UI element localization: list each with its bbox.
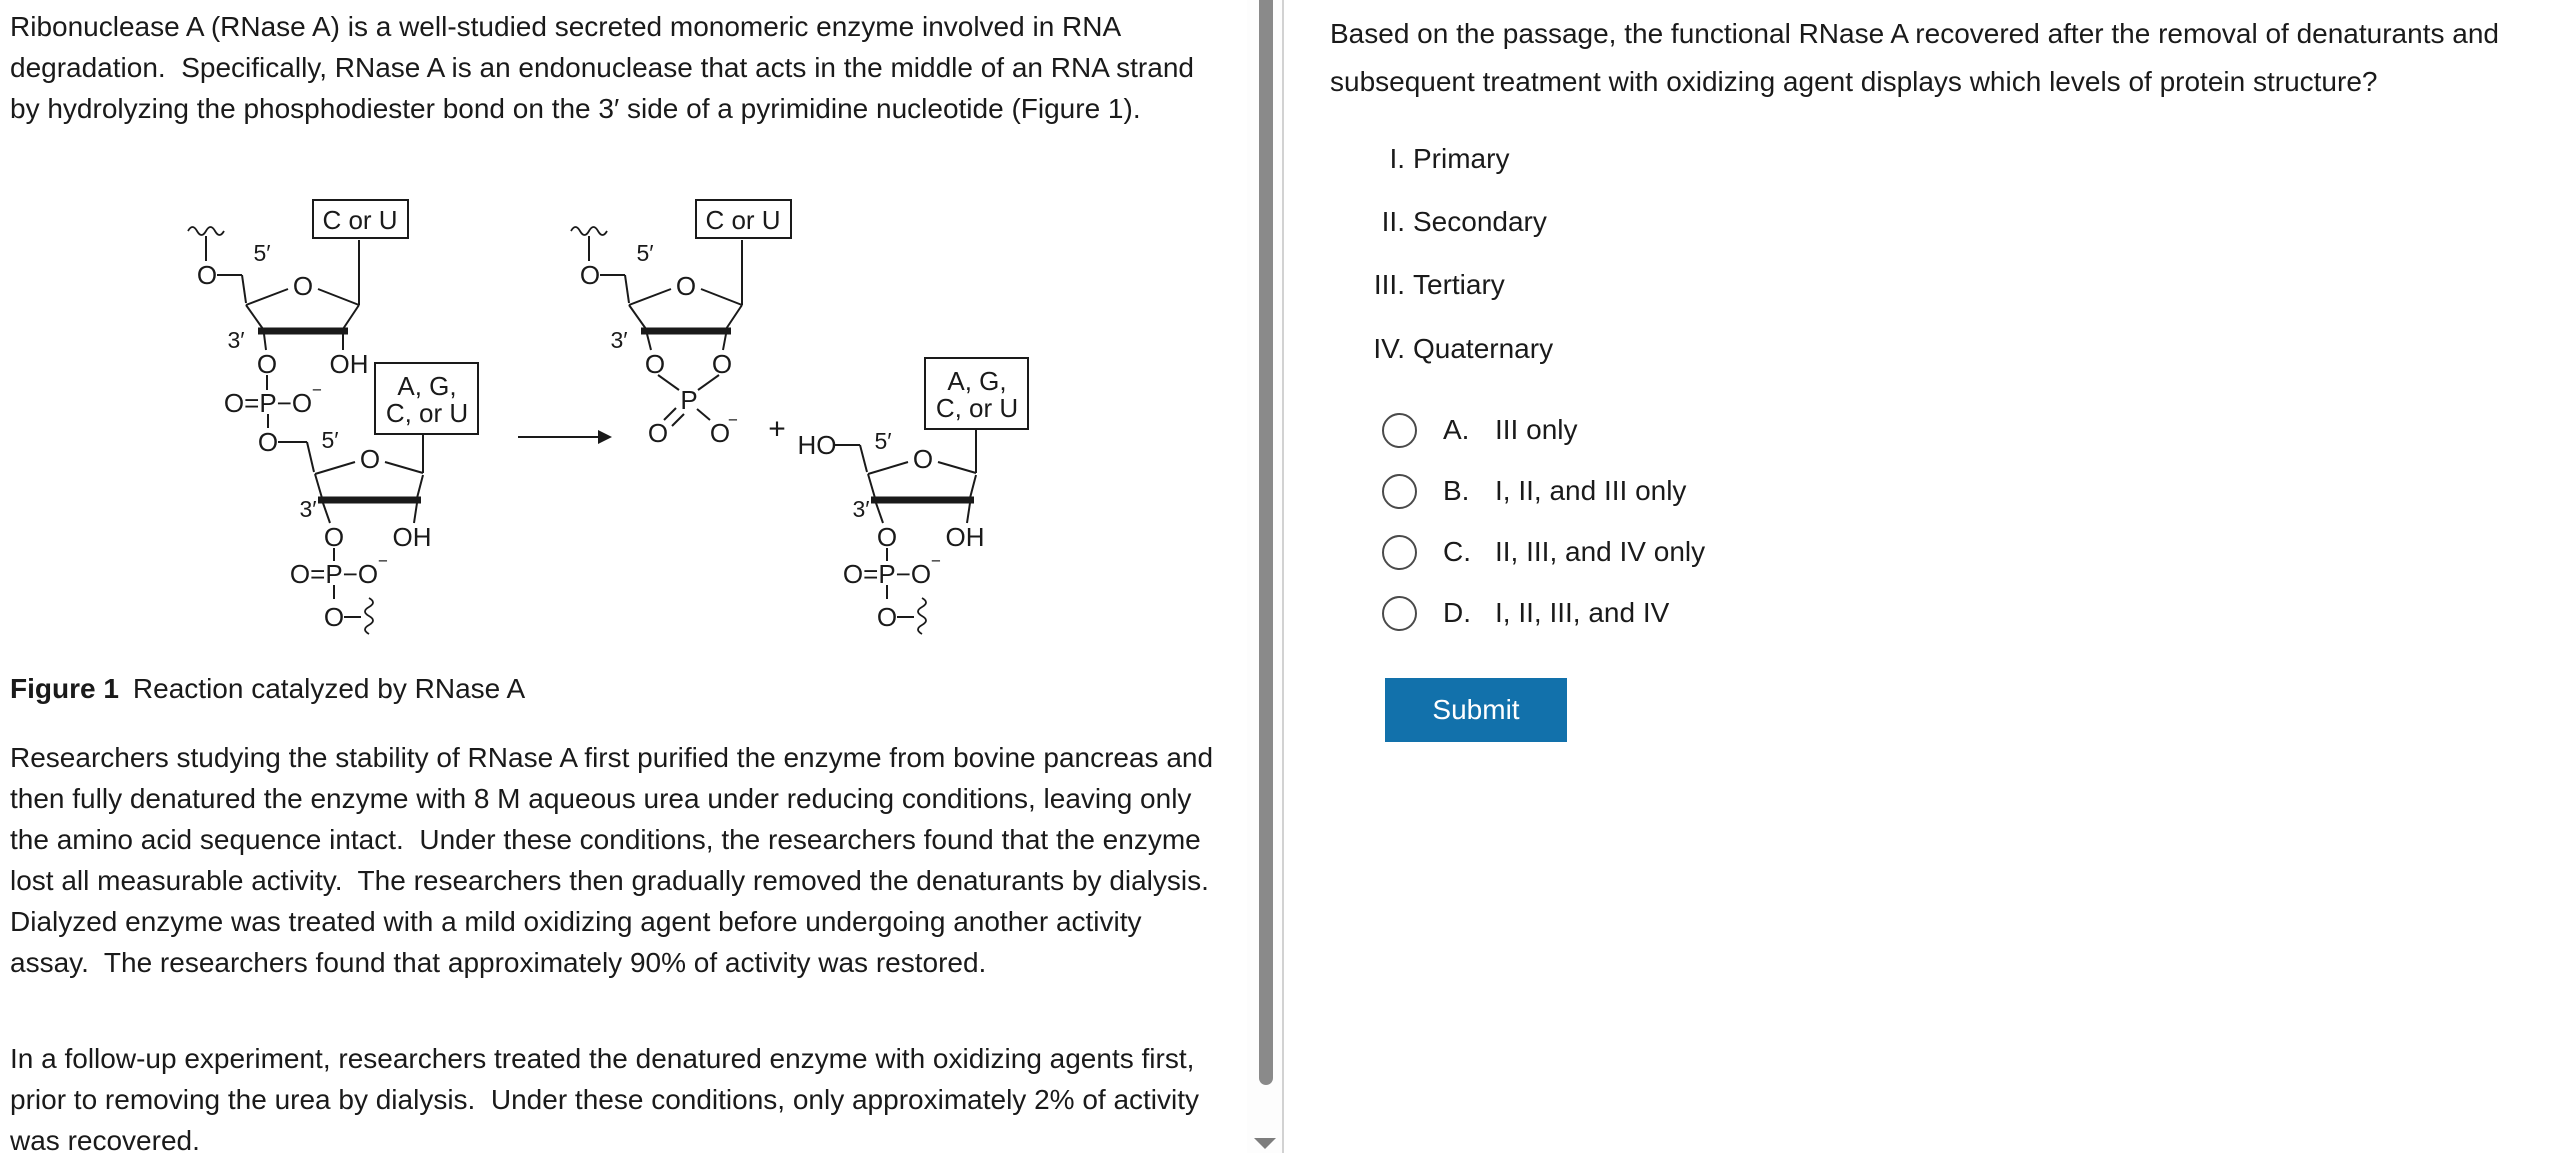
- atom-label-o: O: [644, 349, 666, 379]
- atom-label-ho: HO: [797, 430, 837, 460]
- atom-label-o: O: [709, 418, 731, 448]
- base-box-label: A, G,: [947, 366, 1007, 396]
- atom-label-o: O: [876, 522, 898, 552]
- statement-quaternary: [1340, 332, 1553, 365]
- statement-tertiary: [1340, 268, 1505, 301]
- ring-oxygen-label: O: [292, 271, 314, 301]
- three-prime-label: 3′: [299, 496, 317, 522]
- five-prime-label: 5′: [636, 240, 654, 266]
- atom-label-o: O: [196, 260, 218, 290]
- figure-caption-text: Reaction catalyzed by RNase A: [132, 673, 526, 704]
- answer-option-d[interactable]: [1382, 595, 1669, 631]
- minus-charge-label: −: [312, 380, 322, 400]
- atom-label-o: O: [711, 349, 733, 379]
- passage-scrollbar-thumb[interactable]: [1259, 0, 1273, 1085]
- five-prime-label: 5′: [253, 240, 271, 266]
- atom-label-oh: OH: [392, 522, 432, 552]
- passage-scrollbar-track[interactable]: [1247, 0, 1282, 1153]
- atom-label-o: O: [647, 418, 669, 448]
- statement-numeral: IV.: [1373, 333, 1405, 364]
- base-box-label: C or U: [705, 205, 781, 235]
- statement-label: Primary: [1413, 143, 1510, 174]
- option-label: III only: [1495, 414, 1578, 445]
- answer-option-c[interactable]: [1382, 534, 1705, 570]
- atom-label-o: O: [323, 602, 345, 632]
- five-prime-label: 5′: [874, 428, 892, 454]
- statement-numeral: I.: [1389, 143, 1405, 174]
- panel-divider: [1282, 0, 1284, 1153]
- atom-label-oh: OH: [329, 349, 369, 379]
- rna-chain-squiggle: [188, 227, 224, 235]
- atom-label-p: P: [680, 385, 698, 415]
- ring-oxygen-label: O: [675, 271, 697, 301]
- ring-oxygen-label: O: [359, 444, 381, 474]
- passage-paragraph-1: Ribonuclease A (RNase A) is a well-studied secreted monomeric enzyme involved in RNA degradation. Specifically, RNase A is an endonuclease that acts in the middle of an RNA strand by hydrolyzing the phosphodiester bond on the 3′ side of a pyrimidine nucleotide (Figure 1).: [10, 11, 1202, 124]
- option-label: I, II, and III only: [1495, 475, 1687, 506]
- rna-chain-squiggle: [918, 598, 926, 634]
- atom-label-o: O: [323, 522, 345, 552]
- scroll-down-arrow-icon[interactable]: [1254, 1138, 1276, 1149]
- base-box-label: A, G,: [397, 371, 457, 401]
- figure-1-reaction-diagram: [180, 196, 1044, 660]
- submit-button[interactable]: Submit: [1385, 678, 1567, 742]
- option-label: I, II, III, and IV: [1495, 597, 1670, 628]
- statement-primary: [1340, 142, 1509, 175]
- option-letter: A.: [1443, 414, 1470, 445]
- ring-oxygen-label: O: [912, 444, 934, 474]
- minus-charge-label: −: [728, 410, 738, 430]
- statement-secondary: [1340, 205, 1547, 238]
- base-box-label: C or U: [322, 205, 398, 235]
- question-text: Based on the passage, the functional RNase A recovered after the removal of denaturants and subsequent treatment with oxidizing agent displays which levels of protein structure?: [1330, 18, 2499, 97]
- reaction-arrowhead: [598, 430, 612, 444]
- answer-option-b[interactable]: [1382, 473, 1686, 509]
- base-box-label: C, or U: [935, 393, 1019, 423]
- rna-chain-squiggle: [365, 598, 373, 634]
- radio-button-a[interactable]: [1382, 413, 1417, 448]
- phosphate-group-label: O=P−O: [223, 388, 313, 418]
- radio-button-b[interactable]: [1382, 474, 1417, 509]
- figure-caption: [10, 672, 525, 706]
- answer-option-a[interactable]: [1382, 412, 1577, 448]
- base-box-label: C, or U: [385, 398, 469, 428]
- minus-charge-label: −: [378, 551, 388, 571]
- option-letter: B.: [1443, 475, 1470, 506]
- plus-sign: +: [768, 412, 786, 446]
- three-prime-label: 3′: [852, 496, 870, 522]
- option-label: II, III, and IV only: [1495, 536, 1706, 567]
- statement-label: Quaternary: [1413, 333, 1554, 364]
- passage-panel: [0, 0, 1248, 1156]
- atom-label-o: O: [256, 349, 278, 379]
- question-panel: [1330, 0, 2540, 1153]
- statement-label: Tertiary: [1413, 269, 1505, 300]
- phosphate-group-label: O=P−O: [842, 559, 932, 589]
- passage-paragraph-3: In a follow-up experiment, researchers treated the denatured enzyme with oxidizing agents first, prior to removing the urea by dialysis. Under these conditions, only approximately 2% of activity was recovered.: [10, 1043, 1207, 1156]
- atom-label-o: O: [257, 427, 279, 457]
- minus-charge-label: −: [931, 551, 941, 571]
- five-prime-label: 5′: [321, 427, 339, 453]
- phosphate-group-label: O=P−O: [289, 559, 379, 589]
- atom-label-o: O: [876, 602, 898, 632]
- radio-button-d[interactable]: [1382, 596, 1417, 631]
- statement-numeral: II.: [1381, 206, 1405, 237]
- statement-label: Secondary: [1413, 206, 1547, 237]
- rna-chain-squiggle: [571, 227, 607, 235]
- statement-numeral: III.: [1373, 269, 1405, 300]
- three-prime-label: 3′: [610, 327, 628, 353]
- atom-label-oh: OH: [945, 522, 985, 552]
- atom-label-o: O: [579, 260, 601, 290]
- option-letter: C.: [1443, 536, 1471, 567]
- passage-paragraph-2: Researchers studying the stability of RNase A first purified the enzyme from bovine pancreas and then fully denatured the enzyme with 8 M aqueous urea under reducing conditions, leaving only the amino acid sequence intact. Under these conditions, the researchers found that the enzyme lost all measurable activity. The researchers then gradually removed the denaturants by dialysis. Dialyzed enzyme was treated with a mild oxidizing agent before undergoing another activity assay. The researchers found that approximately 90% of activity was restored.: [10, 742, 1225, 978]
- option-letter: D.: [1443, 597, 1471, 628]
- three-prime-label: 3′: [227, 327, 245, 353]
- figure-caption-label: Figure 1: [10, 673, 119, 704]
- radio-button-c[interactable]: [1382, 535, 1417, 570]
